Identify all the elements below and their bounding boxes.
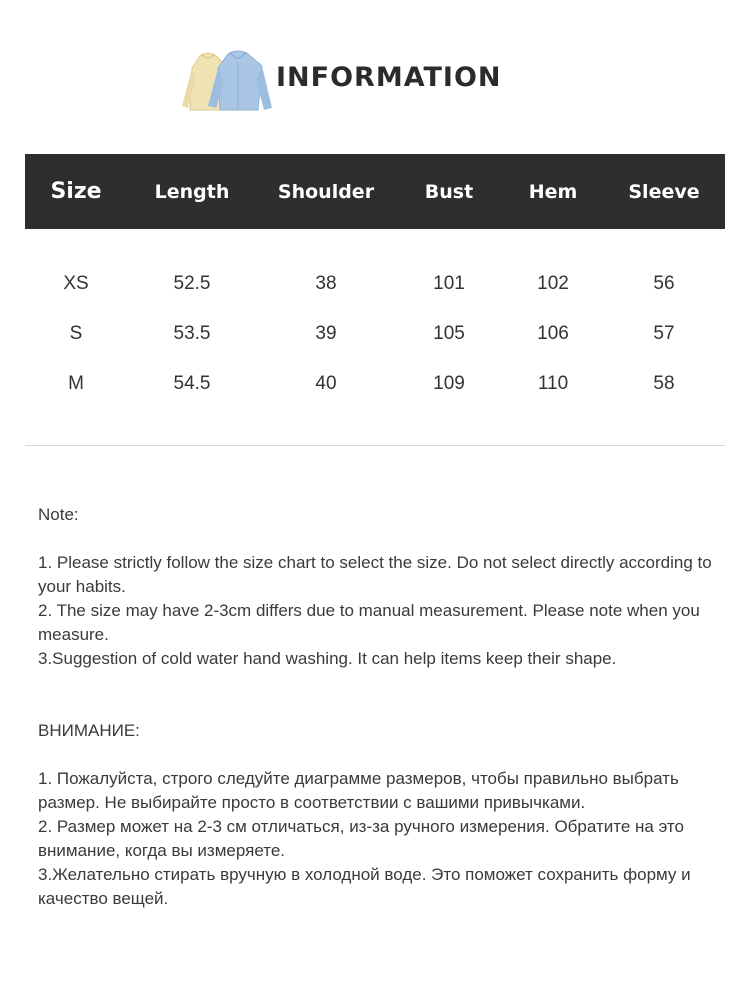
table-cell: 106 bbox=[537, 323, 569, 344]
column-header-size: Size bbox=[50, 179, 102, 204]
notes-heading-ru: ВНИМАНИЕ: bbox=[38, 721, 140, 740]
table-cell: 40 bbox=[315, 373, 337, 394]
column-header-bust: Bust bbox=[424, 180, 474, 203]
table-cell: 109 bbox=[433, 373, 465, 394]
column-header-shoulder: Shoulder bbox=[277, 180, 375, 203]
table-row bbox=[25, 309, 725, 359]
note-item-ru-2: 2. Размер может на 2-3 см отличаться, из-за ручного измерения. Обратите на это внимание, когда вы измеряете. bbox=[38, 817, 684, 860]
table-cell: 52.5 bbox=[173, 273, 211, 294]
note-item-en-1: 1. Please strictly follow the size chart to select the size. Do not select directly according to your habits. bbox=[38, 553, 712, 596]
table-cell: 105 bbox=[433, 323, 465, 344]
size-chart-table bbox=[25, 154, 725, 409]
table-cell: 56 bbox=[653, 273, 675, 294]
table-cell: 110 bbox=[537, 373, 569, 394]
column-header-hem: Hem bbox=[528, 180, 578, 203]
table-cell: 39 bbox=[315, 323, 337, 344]
section-title: INFORMATION bbox=[276, 62, 502, 93]
product-thumbnail-image bbox=[178, 46, 274, 118]
table-row bbox=[25, 359, 725, 409]
note-item-ru-1: 1. Пожалуйста, строго следуйте диаграмме размеров, чтобы правильно выбрать размер. Не выбирайте просто в соответствии с вашими привычками. bbox=[38, 769, 679, 812]
column-header-sleeve: Sleeve bbox=[628, 180, 700, 203]
table-row bbox=[25, 259, 725, 309]
table-cell: 57 bbox=[653, 323, 675, 344]
table-cell: XS bbox=[63, 273, 89, 294]
note-item-ru-3: 3.Желательно стирать вручную в холодной воде. Это поможет сохранить форму и качество вещей. bbox=[38, 865, 691, 908]
table-body bbox=[25, 229, 725, 409]
information-header bbox=[178, 46, 502, 118]
table-cell: 58 bbox=[653, 373, 675, 394]
notes-section bbox=[38, 503, 718, 911]
note-item-en-2: 2. The size may have 2-3cm differs due to manual measurement. Please note when you measure. bbox=[38, 601, 700, 644]
table-header bbox=[25, 154, 725, 229]
table-cell: 54.5 bbox=[173, 373, 211, 394]
table-cell: M bbox=[68, 373, 84, 394]
column-header-length: Length bbox=[154, 180, 230, 203]
section-divider bbox=[25, 445, 725, 446]
note-item-en-3: 3.Suggestion of cold water hand washing. It can help items keep their shape. bbox=[38, 649, 617, 668]
table-cell: 38 bbox=[315, 273, 337, 294]
table-cell: 102 bbox=[537, 273, 569, 294]
notes-heading-en: Note: bbox=[38, 505, 79, 524]
table-cell: 101 bbox=[433, 273, 465, 294]
table-cell: 53.5 bbox=[173, 323, 211, 344]
table-cell: S bbox=[69, 323, 83, 344]
